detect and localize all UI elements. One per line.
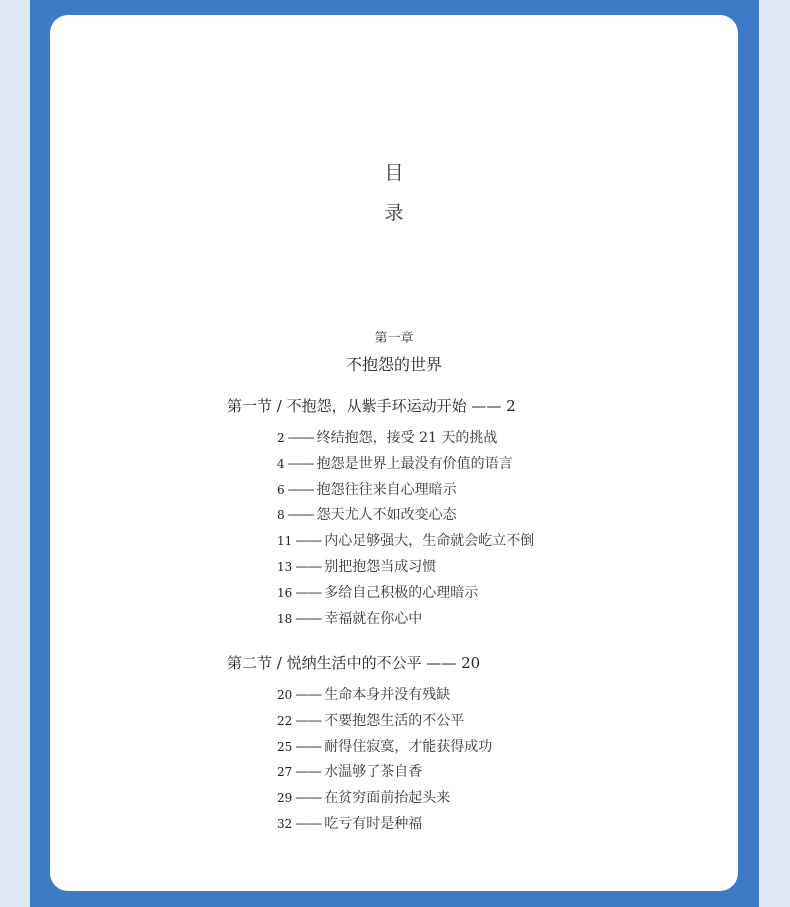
toc-entry[interactable] [277,762,492,788]
toc-title-line2: 录 [384,202,404,224]
entry-dash: —— [295,790,322,807]
toc-entry[interactable] [277,428,534,454]
entry-title: 抱怨往往来自心理暗示 [316,481,457,498]
entry-page-number: 18 [277,611,293,626]
chapter-title: 不抱怨的世界 [345,355,442,374]
entry-title: 别把抱怨当成习惯 [324,558,437,575]
entry-page-number: 4 [277,456,285,471]
entry-title: 生命本身并没有残缺 [324,687,451,703]
entry-dash: —— [295,764,322,781]
entry-dash: —— [287,455,314,472]
entry-title: 吃亏有时是种福 [324,815,423,832]
entry-dash: —— [295,610,322,627]
entry-page-number: 25 [277,739,293,754]
entry-page-number: 29 [277,791,293,806]
entry-dash: —— [287,507,314,524]
entry-title: 多给自己积极的心理暗示 [324,584,479,601]
entry-title: 不要抱怨生活的不公平 [324,712,465,729]
entry-title: 耐得住寂寞，才能获得成功 [324,738,493,755]
entry-title: 内心足够强大，生命就会屹立不倒 [324,533,535,550]
entry-dash: —— [295,712,322,729]
toc-entry[interactable] [277,531,534,557]
entry-dash: —— [287,430,314,446]
toc-entry[interactable] [277,788,492,814]
toc-entry[interactable] [277,814,492,840]
entry-page-number: 27 [277,765,293,780]
chapter-label: 第一章 [374,331,414,346]
entry-page-number: 2 [277,431,285,445]
entry-page-number: 22 [277,713,293,728]
toc-entry[interactable] [277,685,492,711]
entry-title: 终结抱怨，接受 21 天的挑战 [316,430,498,446]
entry-page-number: 6 [277,482,285,497]
section-heading-2: 第二节 / 悦纳生活中的不公平 —— 20 [227,654,481,672]
toc-entry[interactable] [277,737,492,763]
entry-page-number: 8 [277,508,285,523]
entry-page-number: 20 [277,688,293,702]
entry-title: 怨天尤人不如改变心态 [316,507,457,524]
entry-dash: —— [295,533,322,550]
toc-entry[interactable] [277,583,534,609]
entry-dash: —— [295,584,322,601]
toc-entry[interactable] [277,609,534,635]
entry-page-number: 11 [277,534,293,549]
toc-page [50,15,738,891]
toc-entry[interactable] [277,505,534,531]
toc-title-line1: 目 [384,162,404,184]
section-heading-1: 第一节 / 不抱怨，从紫手环运动开始 —— 2 [227,397,516,415]
entry-page-number: 13 [277,559,293,574]
entry-title: 幸福就在你心中 [324,610,423,627]
entry-dash: —— [295,558,322,575]
entry-dash: —— [295,738,322,755]
entry-page-number: 32 [277,816,293,831]
entry-title: 水温够了茶自香 [324,764,423,781]
entry-page-number: 16 [277,585,293,600]
section-1-entries [277,428,534,634]
entry-title: 在贫穷面前抬起头来 [324,790,451,807]
entry-dash: —— [295,687,322,703]
toc-entry[interactable] [277,454,534,480]
toc-entry[interactable] [277,711,492,737]
toc-entry[interactable] [277,557,534,583]
entry-title: 抱怨是世界上最没有价值的语言 [316,455,513,472]
entry-dash: —— [287,481,314,498]
section-2-entries [277,685,492,840]
toc-entry[interactable] [277,480,534,506]
entry-dash: —— [295,815,322,832]
